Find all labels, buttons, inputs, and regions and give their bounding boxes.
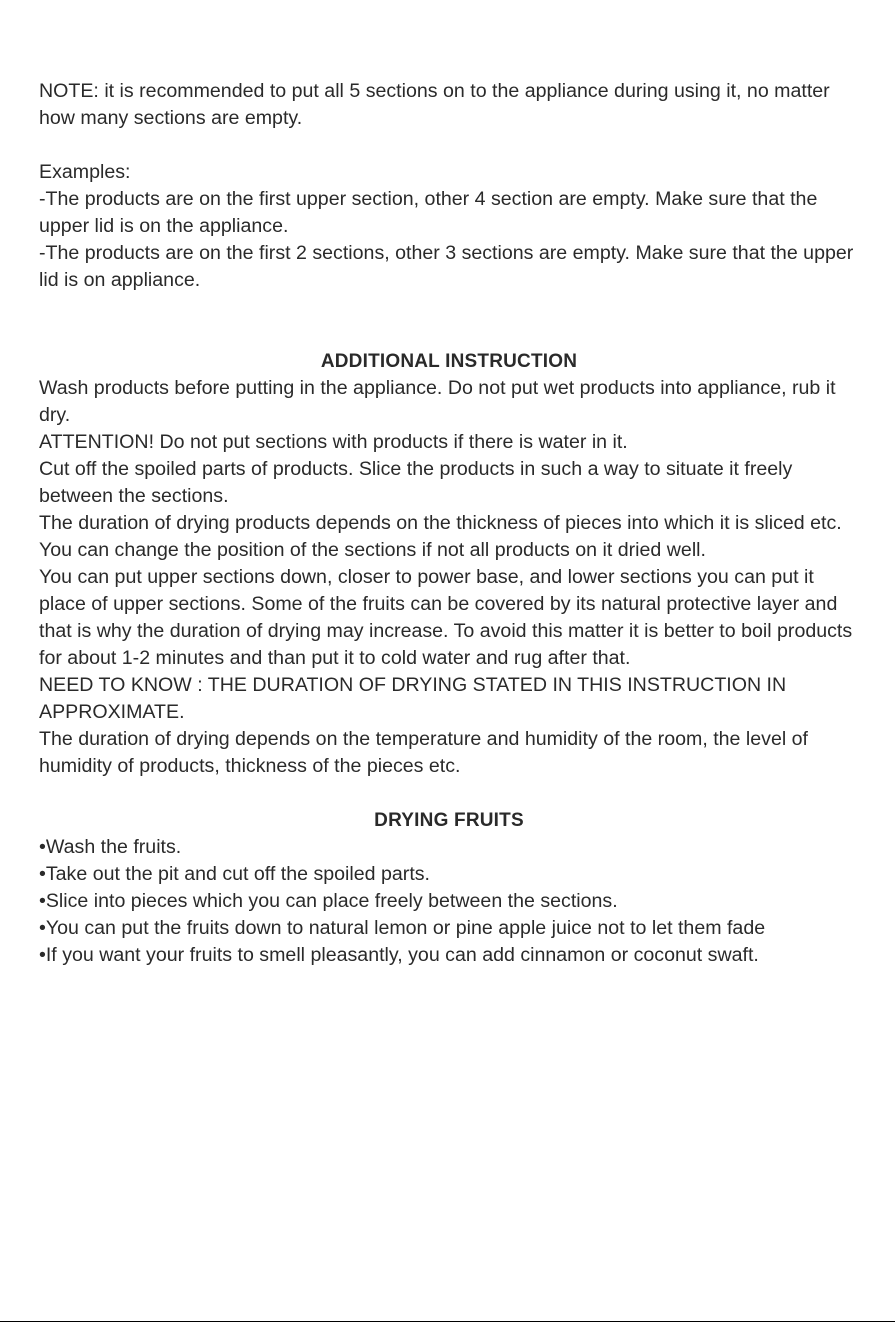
document-page: [39, 78, 859, 969]
list-item: •You can put the fruits down to natural lemon or pine apple juice not to let them fade: [39, 917, 766, 939]
section-heading-drying-fruits: DRYING FRUITS: [374, 810, 524, 831]
instruction-paragraph: You can put upper sections down, closer to power base, and lower sections you can put it place of upper sections. Some of the fruits can be covered by its natural protective layer and that is why the duration of drying may increase. To avoid this matter it is better to boil products for about 1-2 minutes and than put it to cold water and rug after that.: [39, 566, 853, 669]
instruction-paragraph: Wash products before putting in the appliance. Do not put wet products into appliance, rub it dry.: [39, 377, 836, 426]
instruction-paragraph: The duration of drying depends on the temperature and humidity of the room, the level of humidity of products, thickness of the pieces etc.: [39, 728, 808, 777]
instruction-paragraph: ATTENTION! Do not put sections with products if there is water in it.: [39, 431, 628, 453]
spacer: [39, 780, 859, 807]
instruction-paragraph: NEED TO KNOW : THE DURATION OF DRYING STATED IN THIS INSTRUCTION IN APPROXIMATE.: [39, 674, 787, 723]
list-item: •Slice into pieces which you can place freely between the sections.: [39, 890, 618, 912]
page-bottom-rule: [0, 1321, 895, 1322]
instruction-paragraph: The duration of drying products depends on the thickness of pieces into which it is sliced etc.: [39, 512, 842, 534]
note-paragraph: NOTE: it is recommended to put all 5 sections on to the appliance during using it, no matter how many sections are empty.: [39, 80, 830, 129]
section-heading-additional-instruction: ADDITIONAL INSTRUCTION: [320, 351, 578, 372]
spacer: [39, 132, 859, 159]
instruction-paragraph: You can change the position of the sections if not all products on it dried well.: [39, 539, 706, 561]
example-item: -The products are on the first upper section, other 4 section are empty. Make sure that the upper lid is on the appliance.: [39, 188, 818, 237]
instruction-paragraph: Cut off the spoiled parts of products. Slice the products in such a way to situate it freely between the sections.: [39, 458, 793, 507]
spacer: [39, 294, 859, 348]
example-item: -The products are on the first 2 sections, other 3 sections are empty. Make sure that the upper lid is on appliance.: [39, 242, 854, 291]
list-item: •Take out the pit and cut off the spoiled parts.: [39, 863, 431, 885]
list-item: •If you want your fruits to smell pleasantly, you can add cinnamon or coconut swaft.: [39, 944, 759, 966]
examples-label: Examples:: [39, 161, 131, 183]
list-item: •Wash the fruits.: [39, 836, 182, 858]
